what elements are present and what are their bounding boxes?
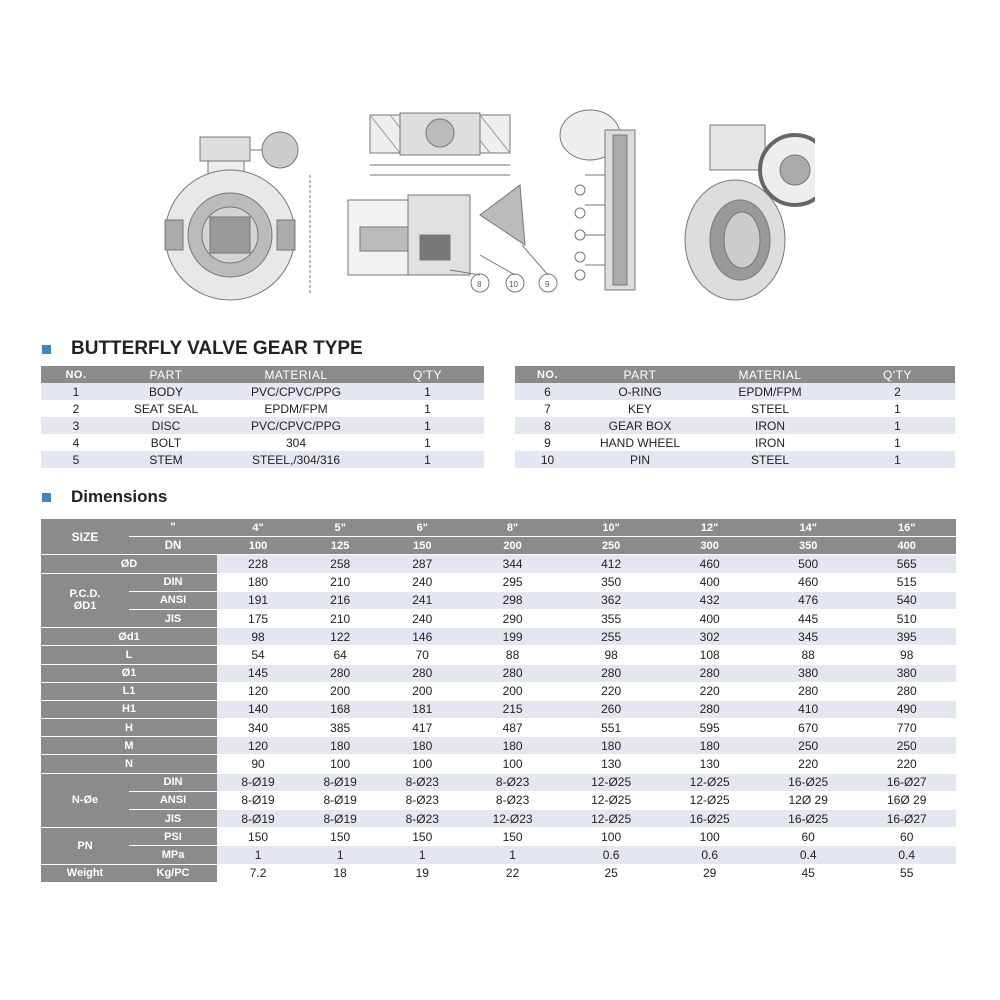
dimension-value: 460 <box>660 555 759 573</box>
dimension-value: 29 <box>660 864 759 882</box>
dimension-value: 45 <box>759 864 858 882</box>
dimension-value: 100 <box>381 755 463 773</box>
dimension-value: 258 <box>299 555 381 573</box>
dimension-value: 302 <box>660 628 759 646</box>
dimension-value: 150 <box>217 828 299 846</box>
dimension-value: 150 <box>299 828 381 846</box>
section-view-drawing <box>560 110 635 290</box>
parts-cell-no: 5 <box>41 451 111 468</box>
dimension-label: N <box>41 755 217 773</box>
dimension-value: 280 <box>660 664 759 682</box>
callout-8: 8 <box>477 280 482 289</box>
size-inch: 14" <box>759 519 858 537</box>
parts-row <box>41 451 484 468</box>
dimension-value: 98 <box>217 628 299 646</box>
header-no: NO. <box>515 366 580 383</box>
parts-cell-material: STEEL,/304/316 <box>221 451 371 468</box>
parts-cell-material: EPDM/FPM <box>221 400 371 417</box>
dimension-value: 295 <box>463 573 562 591</box>
dimension-value: 510 <box>857 609 956 627</box>
dimension-value: 100 <box>660 828 759 846</box>
parts-cell-material: PVC/CPVC/PPG <box>221 417 371 434</box>
dn-label: DN <box>129 537 217 555</box>
dimension-group-label: P.C.D. ØD1 <box>41 573 129 628</box>
dimension-value: 240 <box>381 609 463 627</box>
dimension-value: 199 <box>463 628 562 646</box>
dimension-row <box>41 646 956 664</box>
parts-row <box>515 451 955 468</box>
dimension-value: 16-Ø25 <box>759 773 858 791</box>
dimension-value: 100 <box>463 755 562 773</box>
dimension-value: 180 <box>463 737 562 755</box>
dimension-value: 8-Ø19 <box>299 773 381 791</box>
dimension-value: 417 <box>381 719 463 737</box>
dimension-value: 8-Ø23 <box>381 791 463 809</box>
parts-cell-material: IRON <box>700 434 840 451</box>
size-dn: 300 <box>660 537 759 555</box>
dimension-row <box>41 700 956 718</box>
parts-cell-qty: 1 <box>840 417 955 434</box>
parts-cell-no: 9 <box>515 434 580 451</box>
dimension-row <box>41 846 956 864</box>
dimension-value: 140 <box>217 700 299 718</box>
dimension-value: 380 <box>857 664 956 682</box>
dimension-row <box>41 682 956 700</box>
dimension-value: 1 <box>217 846 299 864</box>
size-inch: 6" <box>381 519 463 537</box>
parts-cell-qty: 1 <box>371 451 484 468</box>
dimension-value: 1 <box>463 846 562 864</box>
parts-cell-no: 2 <box>41 400 111 417</box>
dimension-value: 220 <box>660 682 759 700</box>
dimension-value: 8-Ø19 <box>299 791 381 809</box>
dimension-value: 1 <box>381 846 463 864</box>
size-inch-row <box>41 519 956 537</box>
dimension-row <box>41 864 956 882</box>
parts-cell-part: BODY <box>111 383 221 400</box>
dimension-value: 255 <box>562 628 661 646</box>
dimension-value: 490 <box>857 700 956 718</box>
dimension-value: 200 <box>299 682 381 700</box>
parts-row <box>41 383 484 400</box>
dimension-value: 0.4 <box>759 846 858 864</box>
size-inch: 8" <box>463 519 562 537</box>
parts-cell-qty: 1 <box>371 434 484 451</box>
parts-cell-no: 4 <box>41 434 111 451</box>
dimension-value: 98 <box>562 646 661 664</box>
dimension-value: 595 <box>660 719 759 737</box>
parts-cell-part: GEAR BOX <box>580 417 700 434</box>
parts-cell-part: KEY <box>580 400 700 417</box>
parts-cell-qty: 1 <box>371 400 484 417</box>
parts-row <box>41 434 484 451</box>
size-dn-row <box>41 537 956 555</box>
dimension-value: 130 <box>562 755 661 773</box>
dimension-value: 298 <box>463 591 562 609</box>
parts-cell-no: 10 <box>515 451 580 468</box>
dimension-value: 210 <box>299 609 381 627</box>
dimension-value: 12Ø 29 <box>759 791 858 809</box>
parts-cell-no: 6 <box>515 383 580 400</box>
dimension-value: 120 <box>217 682 299 700</box>
dimension-value: 216 <box>299 591 381 609</box>
dimension-value: 476 <box>759 591 858 609</box>
size-label: SIZE <box>41 519 129 555</box>
dimension-value: 175 <box>217 609 299 627</box>
dimension-label: Ø1 <box>41 664 217 682</box>
header-part: PART <box>580 366 700 383</box>
dimension-value: 180 <box>660 737 759 755</box>
dimension-value: 280 <box>381 664 463 682</box>
dimension-value: 551 <box>562 719 661 737</box>
dimension-value: 400 <box>660 609 759 627</box>
dimension-value: 487 <box>463 719 562 737</box>
dimension-value: 150 <box>381 828 463 846</box>
dimension-value: 287 <box>381 555 463 573</box>
dimension-value: 210 <box>299 573 381 591</box>
parts-cell-part: BOLT <box>111 434 221 451</box>
dimension-value: 168 <box>299 700 381 718</box>
dimension-label: H <box>41 719 217 737</box>
dimension-value: 8-Ø23 <box>463 773 562 791</box>
dimensions-title-text: Dimensions <box>71 487 168 506</box>
parts-title-text: BUTTERFLY VALVE GEAR TYPE <box>71 338 363 359</box>
dimension-value: 8-Ø23 <box>463 791 562 809</box>
parts-cell-qty: 1 <box>840 434 955 451</box>
size-dn: 350 <box>759 537 858 555</box>
dimension-value: 55 <box>857 864 956 882</box>
size-dn: 125 <box>299 537 381 555</box>
front-view-drawing <box>165 132 310 300</box>
parts-cell-no: 1 <box>41 383 111 400</box>
dimension-value: 385 <box>299 719 381 737</box>
dimension-value: 8-Ø23 <box>381 773 463 791</box>
parts-table-left <box>41 366 484 468</box>
dimension-value: 280 <box>562 664 661 682</box>
dimension-value: 432 <box>660 591 759 609</box>
dimension-value: 200 <box>463 682 562 700</box>
dimension-row <box>41 791 956 809</box>
dimension-row <box>41 664 956 682</box>
dimension-value: 250 <box>759 737 858 755</box>
parts-cell-part: HAND WHEEL <box>580 434 700 451</box>
dimension-value: 280 <box>759 682 858 700</box>
parts-cell-part: DISC <box>111 417 221 434</box>
parts-row <box>41 400 484 417</box>
dimension-sub-label: JIS <box>129 810 217 828</box>
dimension-group-label: PN <box>41 828 129 864</box>
size-inch: 5" <box>299 519 381 537</box>
dimension-value: 98 <box>857 646 956 664</box>
dimension-row <box>41 591 956 609</box>
dimension-value: 0.6 <box>660 846 759 864</box>
dimension-value: 16-Ø27 <box>857 773 956 791</box>
header-material: MATERIAL <box>221 366 371 383</box>
parts-row <box>515 434 955 451</box>
dimension-sub-label: MPa <box>129 846 217 864</box>
dimension-value: 280 <box>857 682 956 700</box>
parts-cell-qty: 1 <box>840 400 955 417</box>
dimension-value: 250 <box>857 737 956 755</box>
parts-section-title <box>42 338 363 360</box>
parts-table-right <box>515 366 955 468</box>
dimension-value: 412 <box>562 555 661 573</box>
dimension-value: 770 <box>857 719 956 737</box>
dimension-value: 1 <box>299 846 381 864</box>
dimension-label: ØD <box>41 555 217 573</box>
dimension-sub-label: JIS <box>129 609 217 627</box>
isometric-view-drawing <box>685 125 815 300</box>
parts-cell-qty: 1 <box>371 417 484 434</box>
dimension-value: 16Ø 29 <box>857 791 956 809</box>
dimension-value: 12-Ø25 <box>562 773 661 791</box>
dimension-sub-label: PSI <box>129 828 217 846</box>
dimension-value: 180 <box>217 573 299 591</box>
dimension-label: M <box>41 737 217 755</box>
dimensions-section-title <box>42 487 167 507</box>
dimension-row <box>41 828 956 846</box>
dimension-value: 16-Ø25 <box>759 810 858 828</box>
dimension-value: 7.2 <box>217 864 299 882</box>
dimension-value: 400 <box>660 573 759 591</box>
dimension-value: 240 <box>381 573 463 591</box>
dimension-value: 395 <box>857 628 956 646</box>
parts-cell-part: O-RING <box>580 383 700 400</box>
dimension-value: 670 <box>759 719 858 737</box>
dimension-value: 12-Ø25 <box>562 810 661 828</box>
size-inch: 10" <box>562 519 661 537</box>
dimension-value: 220 <box>759 755 858 773</box>
parts-cell-material: STEEL <box>700 400 840 417</box>
dimension-value: 12-Ø25 <box>562 791 661 809</box>
dimension-value: 565 <box>857 555 956 573</box>
dimension-value: 280 <box>463 664 562 682</box>
parts-cell-material: STEEL <box>700 451 840 468</box>
dimension-row <box>41 737 956 755</box>
dimension-value: 19 <box>381 864 463 882</box>
parts-cell-part: PIN <box>580 451 700 468</box>
dimension-value: 146 <box>381 628 463 646</box>
parts-cell-no: 3 <box>41 417 111 434</box>
header-part: PART <box>111 366 221 383</box>
dimension-row <box>41 719 956 737</box>
dimension-value: 362 <box>562 591 661 609</box>
dimension-value: 344 <box>463 555 562 573</box>
size-inch: 4" <box>217 519 299 537</box>
size-dn: 250 <box>562 537 661 555</box>
dimension-value: 180 <box>381 737 463 755</box>
parts-cell-part: SEAT SEAL <box>111 400 221 417</box>
dimension-value: 22 <box>463 864 562 882</box>
dimension-value: 64 <box>299 646 381 664</box>
parts-row <box>515 400 955 417</box>
dimension-sub-label: DIN <box>129 573 217 591</box>
dimension-value: 0.4 <box>857 846 956 864</box>
dimension-value: 350 <box>562 573 661 591</box>
dimension-value: 88 <box>463 646 562 664</box>
parts-cell-material: EPDM/FPM <box>700 383 840 400</box>
parts-cell-material: IRON <box>700 417 840 434</box>
header-no: NO. <box>41 366 111 383</box>
dimension-value: 70 <box>381 646 463 664</box>
dimension-value: 540 <box>857 591 956 609</box>
dimension-sub-label: ANSI <box>129 591 217 609</box>
dimension-value: 18 <box>299 864 381 882</box>
dimension-row <box>41 810 956 828</box>
dimension-value: 0.6 <box>562 846 661 864</box>
dimensions-table <box>41 519 956 883</box>
dimension-value: 12-Ø25 <box>660 773 759 791</box>
dimension-value: 8-Ø23 <box>381 810 463 828</box>
dimension-value: 54 <box>217 646 299 664</box>
header-qty: Q'TY <box>371 366 484 383</box>
dimension-value: 25 <box>562 864 661 882</box>
parts-cell-qty: 2 <box>840 383 955 400</box>
dimension-row <box>41 573 956 591</box>
dimension-value: 280 <box>660 700 759 718</box>
dimension-value: 120 <box>217 737 299 755</box>
dimension-row <box>41 555 956 573</box>
valve-technical-drawings <box>150 95 815 310</box>
callout-10: 10 <box>509 280 518 289</box>
dimension-value: 100 <box>562 828 661 846</box>
dimension-value: 340 <box>217 719 299 737</box>
dimension-value: 181 <box>381 700 463 718</box>
dimension-sub-label: Kg/PC <box>129 864 217 882</box>
parts-cell-qty: 1 <box>840 451 955 468</box>
size-dn: 150 <box>381 537 463 555</box>
dimension-value: 60 <box>759 828 858 846</box>
dimension-value: 108 <box>660 646 759 664</box>
dimension-value: 345 <box>759 628 858 646</box>
parts-cell-material: 304 <box>221 434 371 451</box>
dimension-value: 228 <box>217 555 299 573</box>
dimension-value: 16-Ø25 <box>660 810 759 828</box>
dimension-value: 12-Ø25 <box>660 791 759 809</box>
dimension-value: 145 <box>217 664 299 682</box>
bullet-square-icon <box>42 345 51 354</box>
callout-9: 9 <box>545 280 550 289</box>
dimension-value: 16-Ø27 <box>857 810 956 828</box>
dimension-sub-label: DIN <box>129 773 217 791</box>
dimension-row <box>41 609 956 627</box>
parts-cell-material: PVC/CPVC/PPG <box>221 383 371 400</box>
dimension-value: 12-Ø23 <box>463 810 562 828</box>
dimension-value: 8-Ø19 <box>217 773 299 791</box>
dimension-value: 130 <box>660 755 759 773</box>
size-dn: 100 <box>217 537 299 555</box>
header-material: MATERIAL <box>700 366 840 383</box>
dimension-value: 100 <box>299 755 381 773</box>
parts-row <box>41 417 484 434</box>
dimension-value: 290 <box>463 609 562 627</box>
dimension-value: 220 <box>857 755 956 773</box>
dimension-label: H1 <box>41 700 217 718</box>
dimension-label: L <box>41 646 217 664</box>
dimension-value: 180 <box>562 737 661 755</box>
dimension-row <box>41 773 956 791</box>
dimension-value: 215 <box>463 700 562 718</box>
dimension-value: 241 <box>381 591 463 609</box>
dimension-row <box>41 755 956 773</box>
dimension-value: 191 <box>217 591 299 609</box>
parts-row <box>515 417 955 434</box>
bullet-square-icon <box>42 493 51 502</box>
dimension-row <box>41 628 956 646</box>
dimension-label: Ød1 <box>41 628 217 646</box>
dimension-value: 150 <box>463 828 562 846</box>
dimension-value: 200 <box>381 682 463 700</box>
size-inch: 12" <box>660 519 759 537</box>
dimension-value: 122 <box>299 628 381 646</box>
parts-cell-no: 7 <box>515 400 580 417</box>
dimension-value: 8-Ø19 <box>299 810 381 828</box>
dimension-value: 260 <box>562 700 661 718</box>
dimension-value: 280 <box>299 664 381 682</box>
parts-cell-no: 8 <box>515 417 580 434</box>
dimension-value: 445 <box>759 609 858 627</box>
header-qty: Q'TY <box>840 366 955 383</box>
inch-label: " <box>129 519 217 537</box>
dimension-value: 180 <box>299 737 381 755</box>
dimension-value: 8-Ø19 <box>217 810 299 828</box>
parts-cell-qty: 1 <box>371 383 484 400</box>
dimension-group-label: Weight <box>41 864 129 882</box>
dimension-value: 380 <box>759 664 858 682</box>
size-dn: 400 <box>857 537 956 555</box>
dimension-value: 500 <box>759 555 858 573</box>
top-side-view-drawing <box>348 113 557 292</box>
size-inch: 16" <box>857 519 956 537</box>
dimension-sub-label: ANSI <box>129 791 217 809</box>
parts-cell-part: STEM <box>111 451 221 468</box>
dimension-value: 355 <box>562 609 661 627</box>
dimension-value: 220 <box>562 682 661 700</box>
dimension-value: 515 <box>857 573 956 591</box>
dimension-value: 460 <box>759 573 858 591</box>
dimension-value: 90 <box>217 755 299 773</box>
dimension-value: 8-Ø19 <box>217 791 299 809</box>
dimension-label: L1 <box>41 682 217 700</box>
dimension-group-label: N-Øe <box>41 773 129 828</box>
size-dn: 200 <box>463 537 562 555</box>
parts-row <box>515 383 955 400</box>
dimension-value: 410 <box>759 700 858 718</box>
dimension-value: 60 <box>857 828 956 846</box>
dimension-value: 88 <box>759 646 858 664</box>
